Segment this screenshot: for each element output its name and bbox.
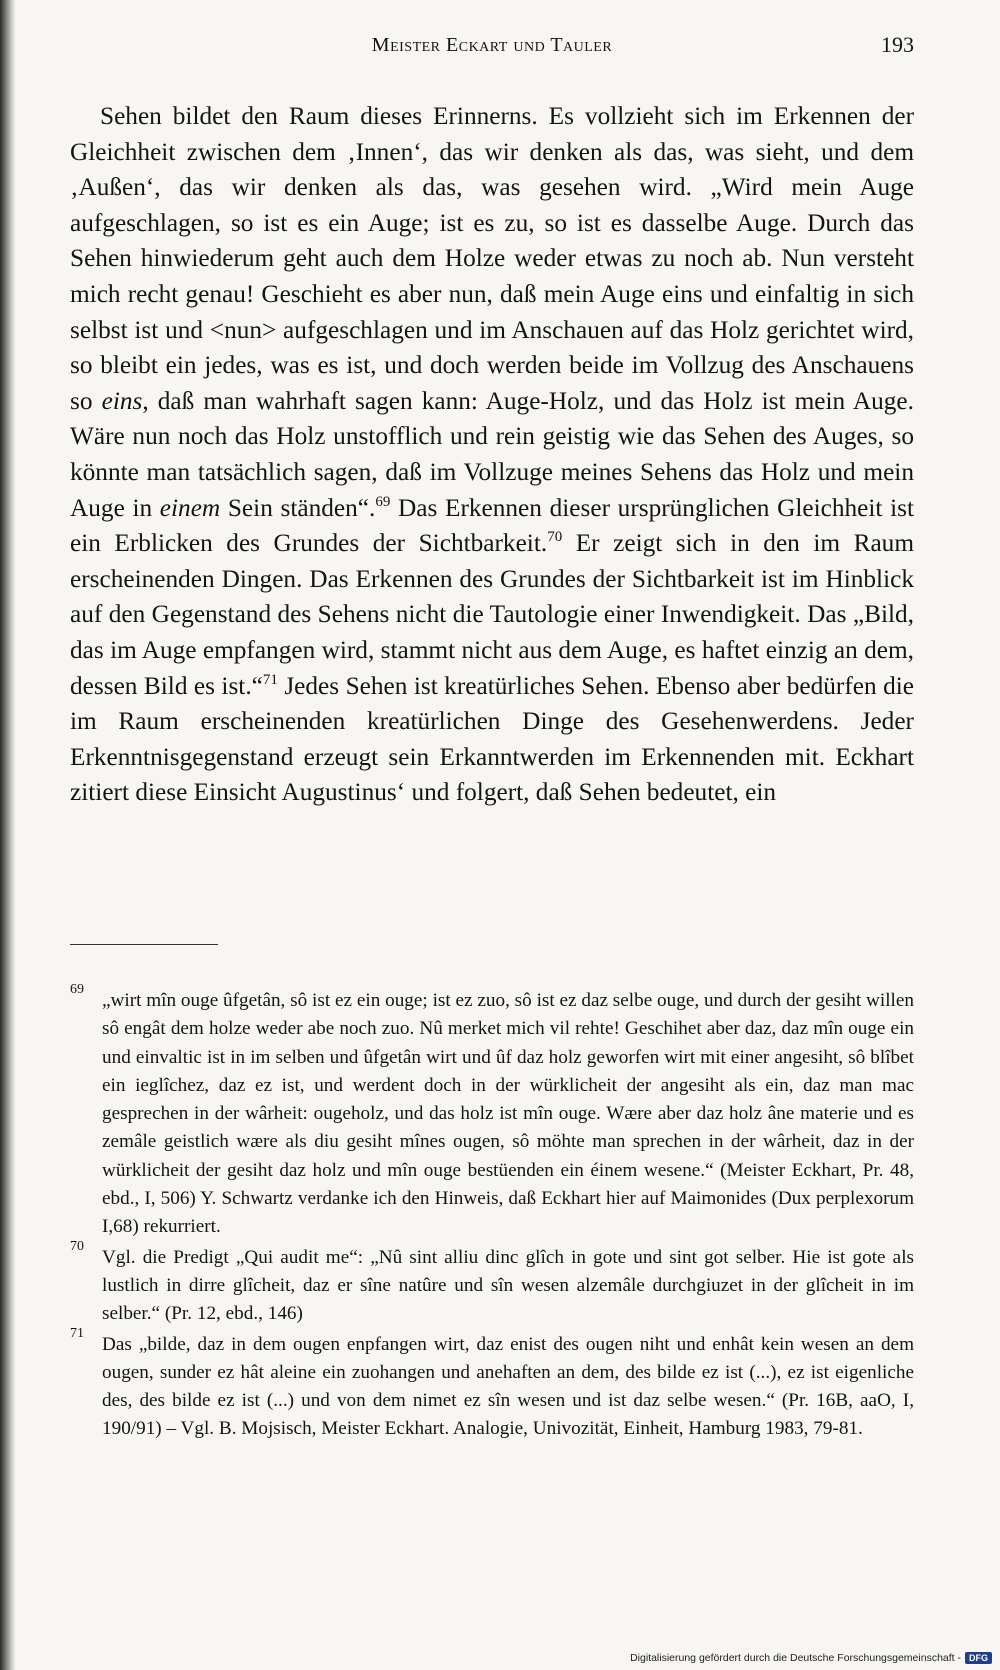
footnote-text: „wirt mîn ouge ûfgetân, sô ist ez ein ouge; ist ez zuo, sô ist ez daz selbe ouge, und durch der gesiht willen sô engât dem holze weder abe noch zuo. Nû merket mich vil rehte! Geschihet aber daz, daz mîn ouge ein und einvaltic ist in im selben und ûfgetân wirt und ûf daz holz geworfen wirt mit einer angesiht, sô blîbet ein ieglîchez, daz ez ist, und werdent doch in der würklicheit der angesiht als ein, daz man mac gesprechen in der wârheit: ougeholz, und das holz ist mîn ouge. Wære aber daz holz âne materie und es zemâle geistlich wære als diu gesiht mînes ougen, sô möhte man sprechen in der wârheit, daz in der würklicheit der gesiht daz holz und mîn ouge bestüenden ein éinem wesene.“ (Meister Eckhart, Pr. 48, ebd., I, 506) Y. Schwartz verdanke ich den Hinweis, daß Eckhart hier auf Maimonides (Dux perplexorum I,68) rekurriert. — [102, 990, 914, 1238]
running-head: Meister Eckart und Tauler — [371, 34, 613, 56]
emphasis-einem: einem — [159, 493, 221, 522]
body-text-segment: Sehen bildet den Raum dieses Erinnerns. Es vollzieht sich im Erkennen der Gleichheit zwischen dem ‚Innen‘, das wir denken als das, was sieht, und dem ‚Außen‘, das wir denken als das, was gesehen wird. „Wird mein Auge aufgeschlagen, so ist es ein Auge; ist es zu, so ist es dasselbe Auge. Durch das Sehen hinwiederum geht auch dem Holze weder etwas zu noch ab. Nun versteht mich recht genau! Geschieht es aber nun, daß mein Auge eins und einfaltig in sich selbst ist und <nun> aufgeschlagen und im Anschauen auf das Holz gerichtet wird, so bleibt ein jedes, was es ist, und doch werden beide im Vollzug des Anschauens so — [70, 102, 914, 415]
body-text-segment: Er zeigt sich in den im Raum erscheinenden Dingen. Das Erkennen des Grundes der Sichtbarkeit ist im Hinblick auf den Gegenstand des Sehens nicht die Tautologie einer Inwendigkeit. Das „Bild, das im Auge empfangen wird, stammt nicht aus dem Auge, es haftet einzig an dem, dessen Bild es ist.“ — [70, 529, 915, 700]
body-text-segment: Jedes Sehen ist kreatürliches Sehen. Ebenso aber bedürfen die im Raum erscheinenden kreatürlichen Dinge des Gesehenwerdens. Jeder Erkenntnisgegenstand erzeugt sein Erkanntwerden im Erkennenden mit. Eckhart zitiert diese Einsicht Augustinus‘ und folgert, daß Sehen bedeutet, ein — [70, 671, 914, 807]
page-header — [70, 30, 914, 66]
emphasis-eins: eins — [101, 386, 143, 415]
page-number: 193 — [881, 32, 914, 57]
footnote-number: 70 — [70, 1238, 84, 1254]
footnote-69 — [70, 982, 914, 1242]
credit-text: Digitalisierung gefördert durch die Deutsche Forschungsgemeinschaft - — [630, 1652, 961, 1664]
footnote-divider — [70, 944, 218, 945]
footnote-text: Vgl. die Predigt „Qui audit me“: „Nû sint alliu dinc glîch in gote und sint got selber. Hie ist gote als lustlich in dirre glîcheit, daz er sîne natûre und sîn wesen alzemâle durchgiuzet in der glîcheit in im selber.“ (Pr. 12, ebd., 146) — [102, 1246, 914, 1325]
footnote-71 — [70, 1325, 914, 1444]
footnote-text: Das „bilde, daz in dem ougen enpfangen wirt, daz enist des ougen niht und enhât kein wesen an dem ougen, sunder ez hât aleine ein zuohangen und anehaften an dem, des bilde ez ist (...), ez ist eigenliche des, des bilde ez ist (...) und von dem nimet ez sîn wesen und ist daz selbe wesen.“ (Pr. 16B, aaO, I, 190/91) – Vgl. B. Mojsisch, Meister Eckhart. Analogie, Univozität, Einheit, Hamburg 1983, 79-81. — [102, 1333, 914, 1440]
footnote-number: 71 — [70, 1325, 84, 1341]
footnote-number: 69 — [70, 982, 84, 997]
body-text-segment: , daß man wahrhaft sagen kann: Auge-Holz, und das Holz ist mein Auge. Wäre nun noch das Holz unstofflich und rein geistig wie das Sehen des Auges, so könnte man tatsächlich sagen, daß im Vollzuge meines Sehens das Holz und mein Auge in — [70, 386, 914, 522]
main-text — [70, 99, 914, 811]
book-spine-shadow — [0, 0, 16, 1670]
dfg-logo-icon: DFG — [965, 1652, 992, 1664]
body-text-segment: Das Erkennen dieser ursprünglichen Gleichheit ist ein Erblicken des Grundes der Sichtbarkeit. — [70, 493, 914, 558]
footnote-70 — [70, 1238, 914, 1329]
footnotes — [70, 982, 914, 1446]
footnote-ref-69[interactable]: 69 — [375, 493, 391, 510]
footnote-ref-70[interactable]: 70 — [547, 529, 563, 546]
footnote-ref-71[interactable]: 71 — [262, 671, 278, 688]
body-paragraph — [70, 99, 914, 811]
body-text-segment: Sein ständen“. — [220, 493, 376, 522]
digitization-credit — [630, 1650, 992, 1666]
